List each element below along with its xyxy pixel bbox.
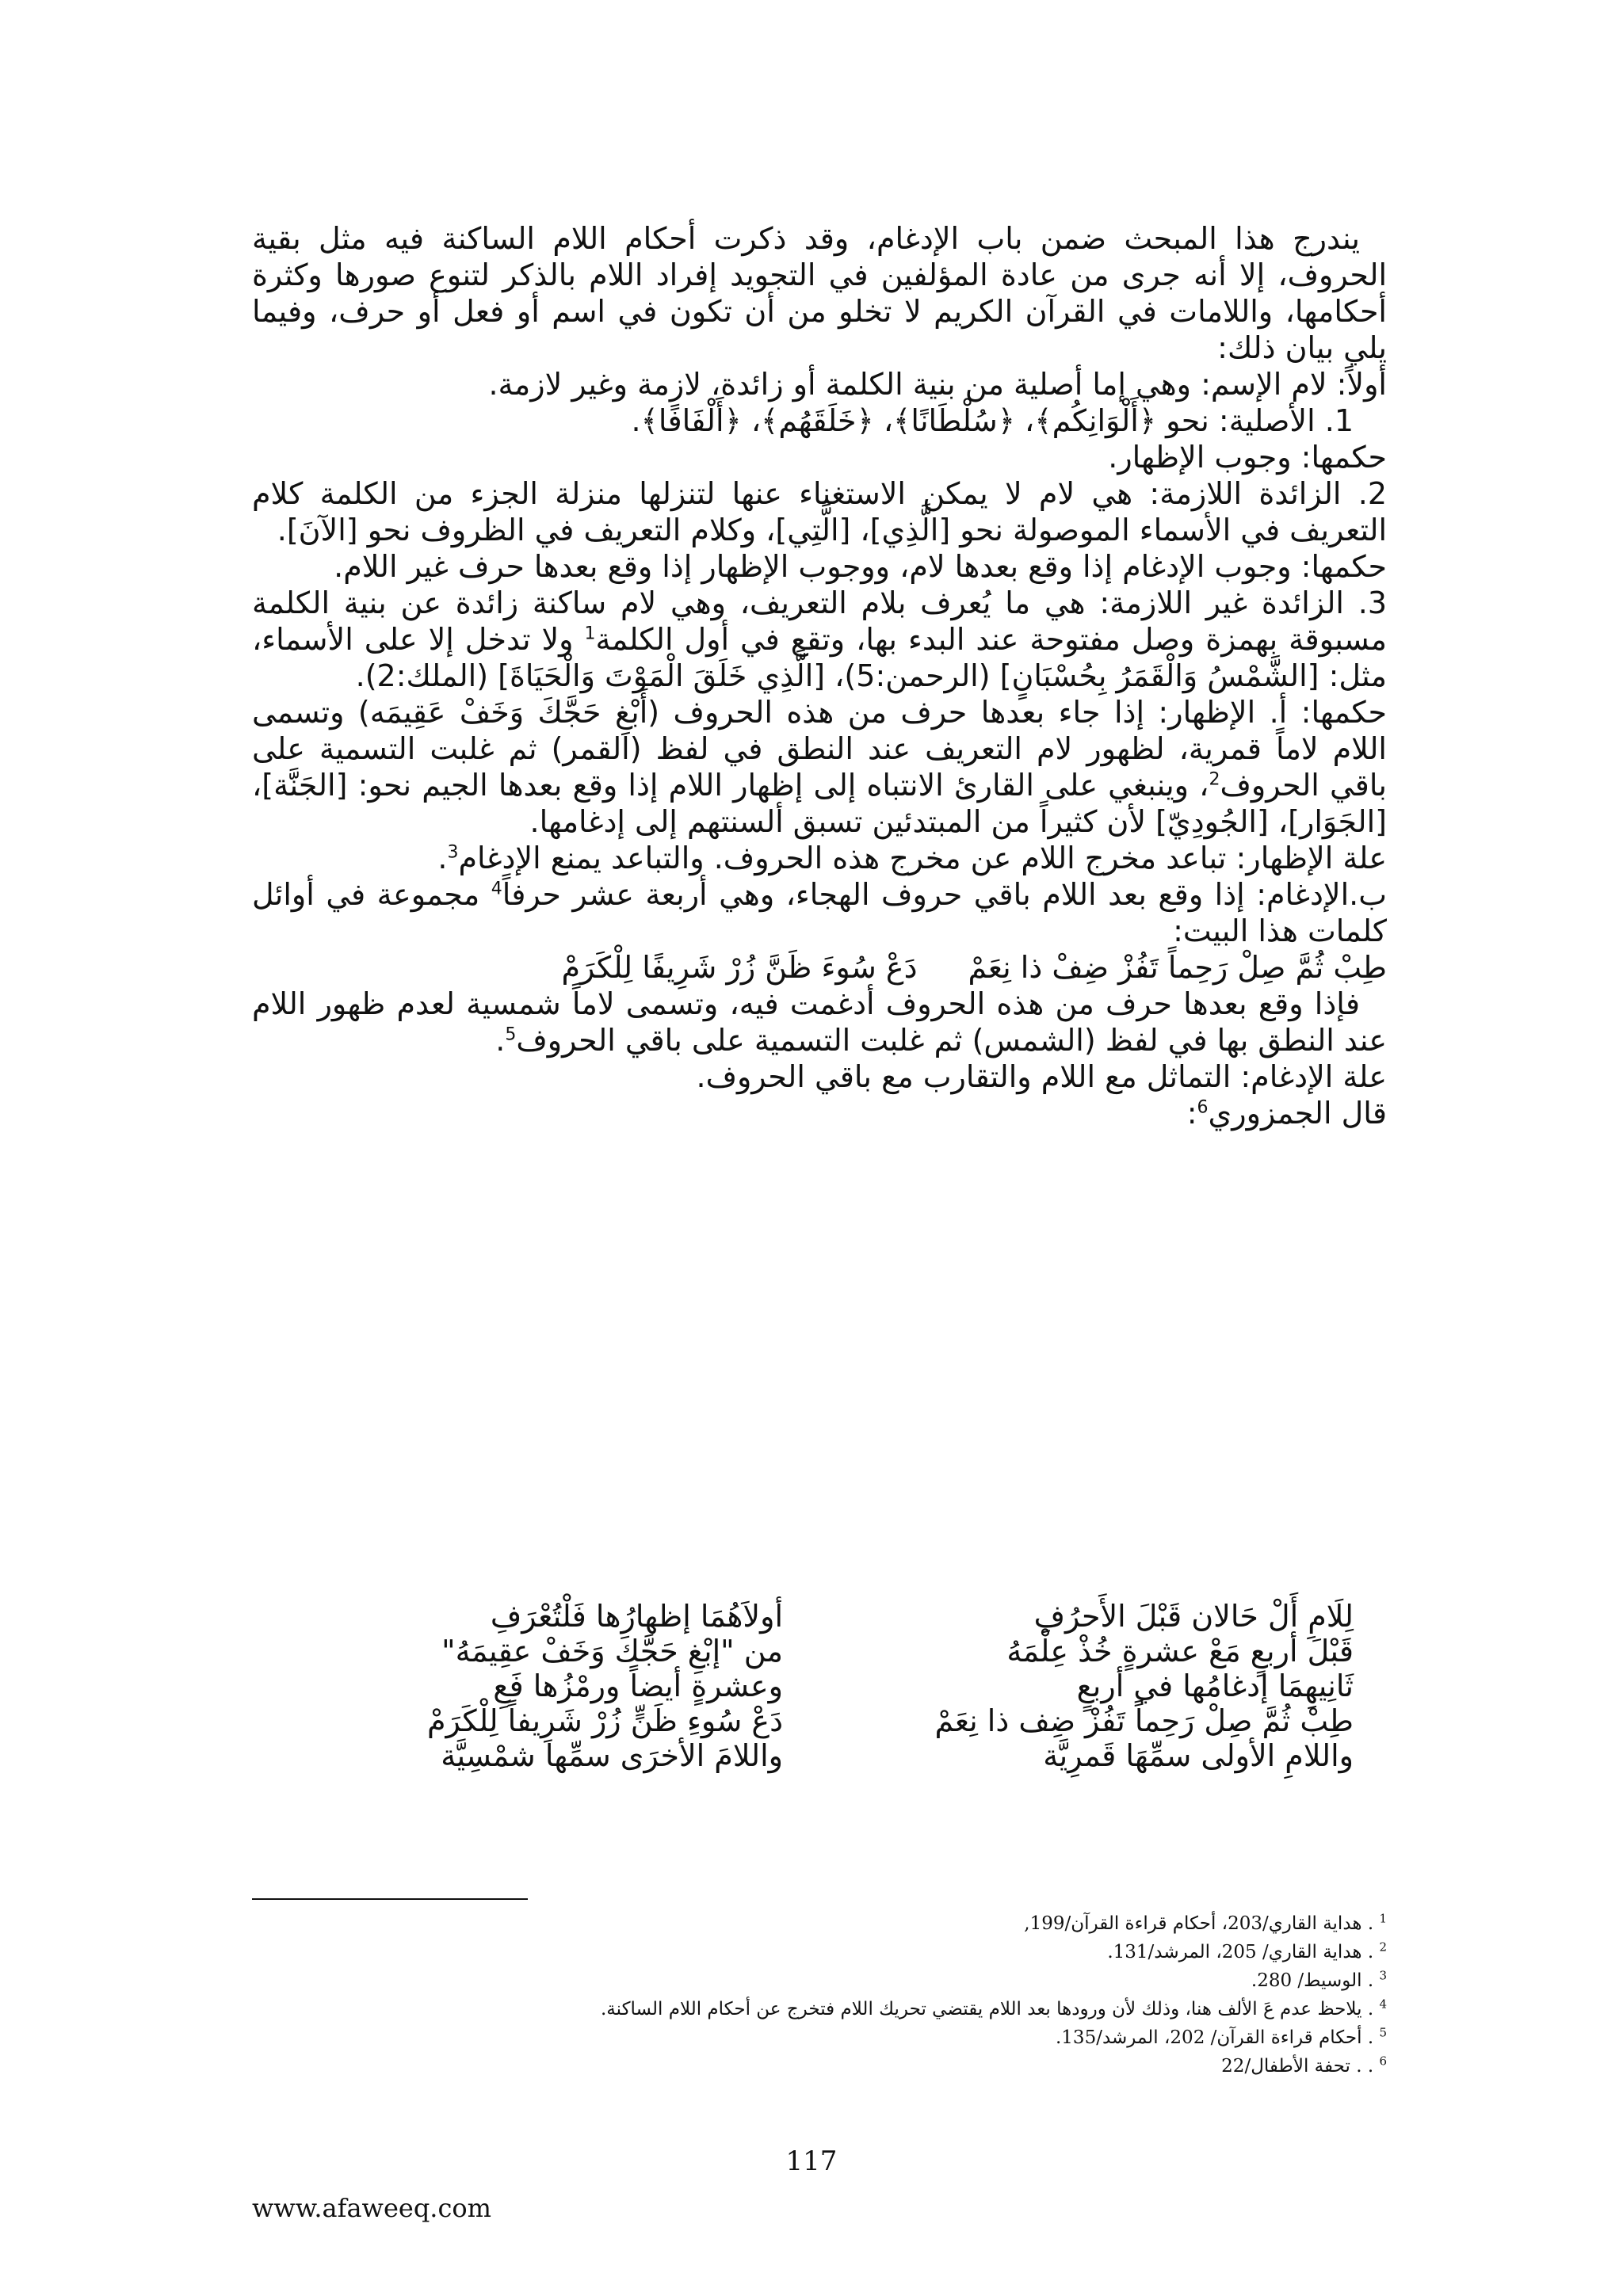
jamzuri-colon: : bbox=[1186, 1096, 1197, 1131]
site-url: www.afaweeq.com bbox=[252, 2193, 491, 2223]
main-text bbox=[252, 220, 1387, 1131]
footnote-text: . الوسيط/ 280. bbox=[1251, 1970, 1374, 1991]
footnote-number: 6 bbox=[1379, 2054, 1387, 2069]
shamsiya-text: فإذا وقع بعدها حرف من هذه الحروف أدغمت فيه، وتسمى لاماً شمسية لعدم ظهور اللام عند النطق بها في لفظ (الشمس) ثم غلبت التسمية على باقي الحروف bbox=[252, 986, 1387, 1058]
poem-line: واللامِ الأولى سمِّهَا قَمرِيَّة bbox=[1043, 1738, 1354, 1773]
footnote-ref-6: 6 bbox=[1197, 1097, 1209, 1118]
footnote-number: 1 bbox=[1379, 1911, 1387, 1926]
page-number: 117 bbox=[785, 2145, 838, 2177]
poem-line: وعشرةٍ أيضاً ورمْزُها فَعِ bbox=[493, 1669, 783, 1703]
footnote-ref-4: 4 bbox=[491, 879, 502, 899]
footnote bbox=[357, 1909, 1387, 1938]
footnote-number: 4 bbox=[1379, 1997, 1387, 2012]
poem-line: دَعْ سُوءِ ظَنٍّ زُرْ شَرِيفاً لِلْكَرَمْ bbox=[426, 1703, 783, 1738]
shamsiya-paragraph: فإذا وقع بعدها حرف من هذه الحروف أدغمت فيه، وتسمى لاماً شمسية لعدم ظهور اللام عند النطق بها في لفظ (الشمس) ثم غلبت التسمية على باقي الحروف$^5$. bbox=[252, 986, 1387, 1058]
idgham-text-a: ب.الإدغام: إذا وقع بعد اللام باقي حروف الهجاء، وهي أربعة عشر حرفاً bbox=[502, 877, 1387, 912]
footnote-text: . يلاحظ عدم عَ الألف هنا، وذلك لأن ورودها بعد اللام يقتضي تحريك اللام فتخرج عن أحكام اللام الساكنة. bbox=[600, 1999, 1374, 2019]
zaida-ghair-text-a: 3. الزائدة غير اللازمة: هي ما يُعرف بلام التعريف، وهي لام ساكنة زائدة عن بنية الكلمة مسبوقة بهمزة وصل مفتوحة عند البدء بها، وتقع في أول الكلمة bbox=[252, 585, 1387, 657]
asliya-paragraph: 1. الأصلية: نحو ﴿أَلْوَانِكُم﴾، ﴿سُلْطَانًا﴾، ﴿خَلَقَهُم﴾، ﴿أَلْفَافًا﴾. bbox=[631, 403, 1354, 438]
footnote-text: . هداية القاري/ 205، المرشد/131. bbox=[1107, 1942, 1374, 1962]
intro-paragraph: يندرج هذا المبحث ضمن باب الإدغام، وقد ذكرت أحكام اللام الساكنة فيه مثل بقية الحروف، إلا أنه جرى من عادة المؤلفين في التجويد إفراد اللام بالذكر لتنوع صورها وكثرة أحكامها، واللامات في القرآن الكريم لا تخلو من أن تكون في اسم أو فعل أو حرف، وفيما يلي بيان ذلك: bbox=[252, 221, 1387, 365]
poem-line: ثَانِيهِمَا إدغامُها في أربعٍ bbox=[1076, 1669, 1354, 1703]
footnotes bbox=[357, 1909, 1387, 2081]
poem-line: واللامَ الأخرَى سمِّها شمْسِيَّة bbox=[441, 1738, 783, 1773]
zaida-ghair-text-b: ولا تدخل إلا على الأسماء، مثل: [الشَّمْسُ وَالْقَمَرُ بِحُسْبَانٍ] (الرحمن:5)، [الَّذِي خَلَقَ الْمَوْتَ وَالْحَيَاةَ] (الملك:2). bbox=[252, 622, 1387, 693]
jamzuri-text: قال الجمزوري bbox=[1208, 1096, 1387, 1131]
izhar-text-b: ، وينبغي على القارئ الانتباه إلى إظهار اللام إذا وقع بعدها الجيم نحو: [الجَنَّة]، [الجَوَار]، [الجُودِيّ] لأن كثيراً من المبتدئين تسبق ألسنتهم إلى إدغامها. bbox=[252, 768, 1387, 839]
footnote-ref-3: 3 bbox=[447, 842, 459, 863]
poem bbox=[358, 1599, 1354, 1829]
zaida-lazima-rule: حكمها: وجوب الإدغام إذا وقع بعدها لام، ووجوب الإظهار إذا وقع بعدها حرف غير اللام. bbox=[334, 549, 1387, 584]
poem-line: طِبْ ثُمَّ صِلْ رَحِماً تَفُزْ ضِف ذا نِعَمْ bbox=[934, 1703, 1354, 1738]
izhar-reason-text: علة الإظهار: تباعد مخرج اللام عن مخرج هذه الحروف. والتباعد يمنع الإدغام bbox=[458, 841, 1387, 875]
footnote-ref-2: 2 bbox=[1209, 769, 1220, 790]
verse-left-hemistich: دَعْ سُوءَ ظَنَّ زُرْ شَرِيفًا لِلْكَرَمْ bbox=[561, 950, 918, 985]
footnote-ref-5: 5 bbox=[505, 1024, 517, 1045]
jamzuri-heading bbox=[252, 1095, 1387, 1131]
footnote-ref-1: 1 bbox=[584, 624, 596, 644]
poem-left-column bbox=[427, 1599, 783, 1773]
footnote-number: 2 bbox=[1379, 1939, 1387, 1955]
footnote bbox=[357, 1995, 1387, 2023]
poem-right-column bbox=[935, 1599, 1354, 1773]
zaida-lazima-paragraph: 2. الزائدة اللازمة: هي لام لا يمكن الاستغناء عنها لتنزلها منزلة الجزء من الكلمة كلام التعريف في الأسماء الموصولة نحو [الَّذِي]، [الَّتِي]، وكلام التعريف في الظروف نحو [الآنَ]. bbox=[252, 476, 1387, 547]
verse-line bbox=[252, 949, 1387, 986]
footnote-number: 5 bbox=[1379, 2025, 1387, 2040]
footnote bbox=[357, 2023, 1387, 2052]
footnote bbox=[357, 1966, 1387, 1995]
izhar-reason: علة الإظهار: تباعد مخرج اللام عن مخرج هذه الحروف. والتباعد يمنع الإدغام$^3$. bbox=[437, 841, 1387, 875]
footnote bbox=[357, 1938, 1387, 1966]
poem-line: من "إبْغِ حَجَّكَ وَخَفْ عقِيمَهُ" bbox=[441, 1634, 783, 1669]
footnote-separator bbox=[252, 1898, 528, 1900]
poem-line: لِلَامِ أَلْ حَالان قَبْلَ الأَحرُفِ bbox=[1033, 1599, 1354, 1634]
footnote-text: . . تحفة الأطفال/22 bbox=[1221, 2056, 1374, 2077]
verse-right-hemistich: طِبْ ثُمَّ صِلْ رَحِماً تَفُزْ ضِفْ ذا نِعَمْ bbox=[968, 950, 1387, 985]
footnote-text: . أحكام قراءة القرآن/ 202، المرشد/135. bbox=[1055, 2027, 1374, 2048]
asliya-rule: حكمها: وجوب الإظهار. bbox=[1108, 440, 1387, 475]
idgham-reason: علة الإدغام: التماثل مع اللام والتقارب مع باقي الحروف. bbox=[696, 1059, 1387, 1094]
idgham-text-b: مجموعة في أوائل كلمات هذا البيت: bbox=[252, 877, 1387, 948]
izhar-paragraph bbox=[252, 694, 1387, 840]
idgham-paragraph bbox=[252, 876, 1387, 949]
zaida-ghair-lazima-paragraph bbox=[252, 585, 1387, 694]
izhar-text-a: حكمها: أ. الإظهار: إذا جاء بعدها حرف من هذه الحروف (أَبْغِ حَجَّكَ وَخَفْ عَقِيمَه) وتسمى اللام لاماً قمرية، لظهور لام التعريف عند النطق في لفظ (القمر) ثم غلبت التسمية على باقي الحروف bbox=[252, 695, 1387, 803]
footnote bbox=[357, 2052, 1387, 2081]
poem-line: قَبْلَ أربعٍ مَعْ عشرةٍ خُذْ عِلْمَهُ bbox=[1006, 1634, 1354, 1669]
footnote-text: . هداية القاري/203، أحكام قراءة القرآن/199, bbox=[1024, 1913, 1374, 1934]
footnote-number: 3 bbox=[1379, 1968, 1387, 1983]
poem-line: أولاَهُمَا إظهارُها فَلْتُعْرَفِ bbox=[490, 1599, 783, 1634]
first-heading: أولاً: لام الإسم: وهي إما أصلية من بنية الكلمة أو زائدة، لازمة وغير لازمة. bbox=[488, 367, 1387, 402]
